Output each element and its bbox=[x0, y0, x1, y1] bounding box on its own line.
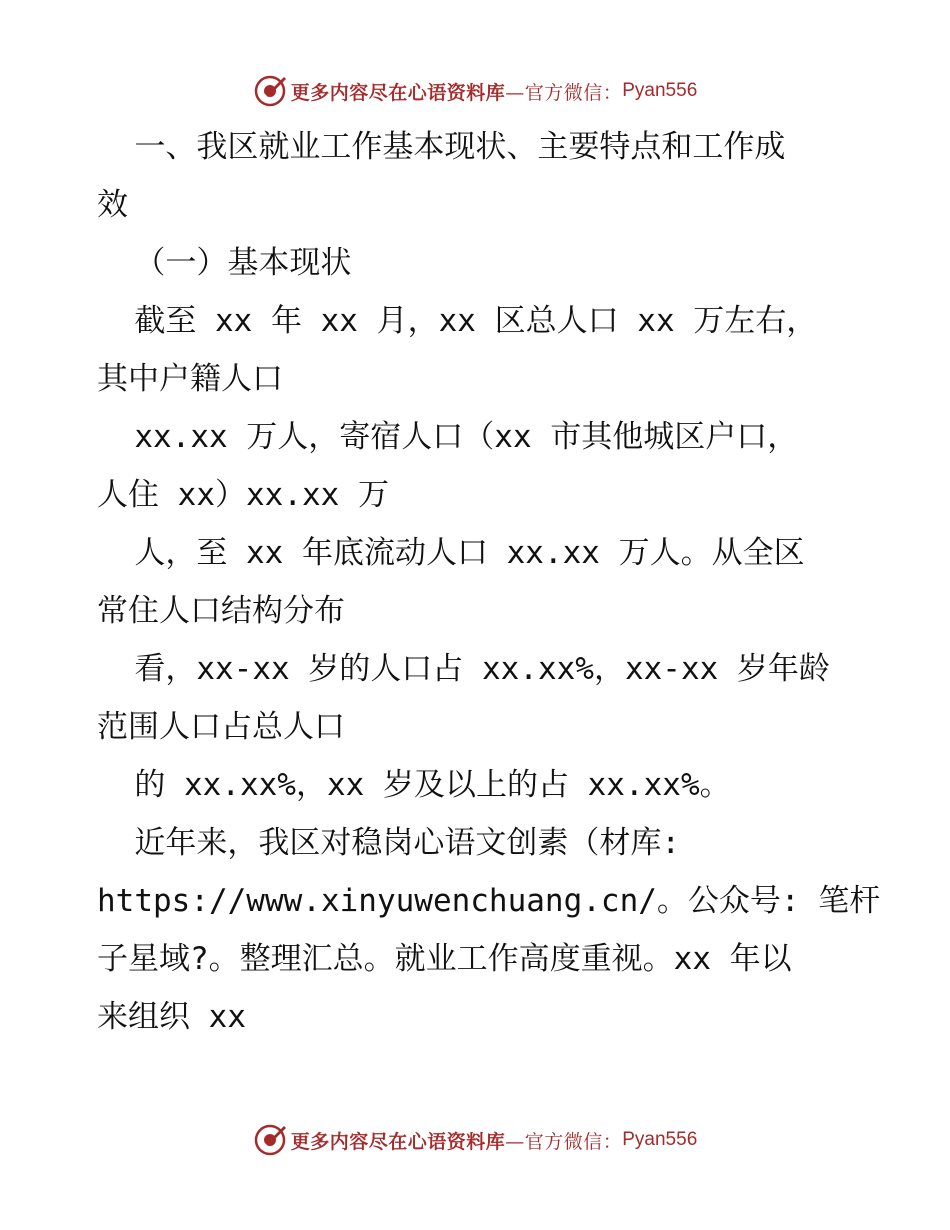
footer-banner bbox=[0, 1120, 950, 1160]
text-line: 常住人口结构分布 bbox=[97, 593, 345, 629]
pen-nib-logo-icon bbox=[253, 74, 287, 108]
text-line: 近年来，我区对稳岗心语文创素（材库: bbox=[97, 825, 680, 861]
header-banner-id: Pyan556 bbox=[622, 80, 698, 101]
pen-nib-logo-icon bbox=[253, 1123, 287, 1157]
text-line: 的 xx.xx%，xx 岁及以上的占 xx.xx%。 bbox=[97, 767, 731, 803]
text-line: 人，至 xx 年底流动人口 xx.xx 万人。从全区 bbox=[97, 535, 805, 571]
text-line: 子星域?。整理汇总。就业工作高度重视。xx 年以 bbox=[97, 941, 792, 977]
text-line: 效 bbox=[97, 187, 128, 223]
text-line: 来组织 xx bbox=[97, 999, 246, 1035]
footer-banner-sub: —官方微信： bbox=[505, 1130, 623, 1153]
text-line: 截至 xx 年 xx 月，xx 区总人口 xx 万左右， bbox=[97, 303, 818, 339]
text-line: （一）基本现状 bbox=[97, 245, 352, 281]
text-line: 人住 xx）xx.xx 万 bbox=[97, 477, 389, 513]
text-line: 范围人口占总人口 bbox=[97, 709, 345, 745]
footer-banner-id: Pyan556 bbox=[622, 1129, 698, 1150]
header-banner bbox=[0, 71, 950, 111]
body-text bbox=[97, 118, 881, 1046]
text-line: xx.xx 万人，寄宿人口（xx 市其他城区户口， bbox=[97, 419, 799, 455]
text-line: 其中户籍人口 bbox=[97, 361, 283, 397]
text-line: 一、我区就业工作基本现状、主要特点和工作成 bbox=[97, 129, 786, 165]
header-banner-sub: —官方微信： bbox=[505, 81, 623, 104]
text-line: 看，xx-xx 岁的人口占 xx.xx%，xx-xx 岁年龄 bbox=[97, 651, 830, 687]
text-line: https://www.xinyuwenchuang.cn/。公众号: 笔杆 bbox=[97, 883, 881, 919]
footer-banner-main: 更多内容尽在心语资料库 bbox=[290, 1130, 506, 1153]
header-banner-main: 更多内容尽在心语资料库 bbox=[290, 81, 506, 104]
